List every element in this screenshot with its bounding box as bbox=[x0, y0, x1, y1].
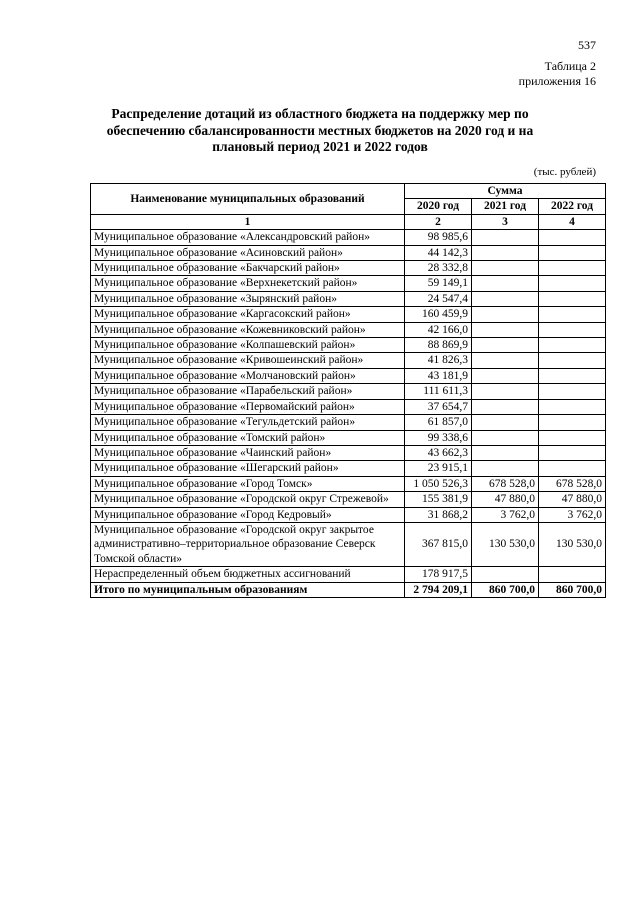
value-2022 bbox=[539, 430, 606, 445]
table-row bbox=[91, 399, 606, 414]
value-2021 bbox=[472, 353, 539, 368]
table-row bbox=[91, 353, 606, 368]
row-name: Муниципальное образование «Верхнекетский район» bbox=[91, 276, 405, 291]
value-2021 bbox=[472, 322, 539, 337]
table-row bbox=[91, 368, 606, 383]
row-name: Муниципальное образование «Городской округ закрытое административно–территориальное образование Северск Томской области» bbox=[91, 522, 405, 566]
value-2020: 111 611,3 bbox=[405, 384, 472, 399]
value-2021 bbox=[472, 276, 539, 291]
value-2020: 155 381,9 bbox=[405, 492, 472, 507]
value-2022 bbox=[539, 276, 606, 291]
value-2021 bbox=[472, 291, 539, 306]
value-2020: 59 149,1 bbox=[405, 276, 472, 291]
value-2021 bbox=[472, 461, 539, 476]
table-row bbox=[91, 384, 606, 399]
value-2022 bbox=[539, 399, 606, 414]
value-2020: 44 142,3 bbox=[405, 245, 472, 260]
value-2020: 41 826,3 bbox=[405, 353, 472, 368]
row-name: Муниципальное образование «Город Кедровый» bbox=[91, 507, 405, 522]
row-name: Муниципальное образование «Первомайский район» bbox=[91, 399, 405, 414]
document-title bbox=[60, 106, 580, 156]
value-2022 bbox=[539, 368, 606, 383]
value-2020: 37 654,7 bbox=[405, 399, 472, 414]
value-2022: 47 880,0 bbox=[539, 492, 606, 507]
row-name: Муниципальное образование «Кожевниковский район» bbox=[91, 322, 405, 337]
value-2021 bbox=[472, 399, 539, 414]
table-row bbox=[91, 445, 606, 460]
title-line3: плановый период 2021 и 2022 годов bbox=[212, 139, 428, 154]
column-number: 2 bbox=[405, 214, 472, 229]
row-name: Муниципальное образование «Городской округ Стрежевой» bbox=[91, 492, 405, 507]
value-2020: 43 181,9 bbox=[405, 368, 472, 383]
total-label: Итого по муниципальным образованиям bbox=[91, 582, 405, 597]
header-year-2022: 2022 год bbox=[539, 199, 606, 214]
title-line1: Распределение дотаций из областного бюджета на поддержку мер по bbox=[111, 106, 529, 121]
units-label: (тыс. рублей) bbox=[533, 166, 596, 178]
value-2020: 178 917,5 bbox=[405, 567, 472, 582]
row-name: Муниципальное образование «Шегарский район» bbox=[91, 461, 405, 476]
column-number-row bbox=[91, 214, 606, 229]
table-row bbox=[91, 461, 606, 476]
total-2021: 860 700,0 bbox=[472, 582, 539, 597]
value-2022 bbox=[539, 230, 606, 245]
row-name: Муниципальное образование «Колпашевский район» bbox=[91, 338, 405, 353]
value-2021 bbox=[472, 430, 539, 445]
value-2021: 678 528,0 bbox=[472, 476, 539, 491]
value-2022 bbox=[539, 307, 606, 322]
value-2020: 31 868,2 bbox=[405, 507, 472, 522]
table-ref-line2: приложения 16 bbox=[518, 74, 596, 88]
value-2022 bbox=[539, 338, 606, 353]
table-row bbox=[91, 322, 606, 337]
value-2022 bbox=[539, 461, 606, 476]
value-2022 bbox=[539, 261, 606, 276]
value-2020: 1 050 526,3 bbox=[405, 476, 472, 491]
table-ref-line1: Таблица 2 bbox=[544, 59, 596, 73]
table-reference bbox=[519, 59, 596, 89]
row-name: Муниципальное образование «Тегульдетский район» bbox=[91, 415, 405, 430]
value-2020: 160 459,9 bbox=[405, 307, 472, 322]
value-2020: 88 869,9 bbox=[405, 338, 472, 353]
value-2020: 43 662,3 bbox=[405, 445, 472, 460]
value-2021: 47 880,0 bbox=[472, 492, 539, 507]
value-2022 bbox=[539, 353, 606, 368]
value-2022: 3 762,0 bbox=[539, 507, 606, 522]
total-2020: 2 794 209,1 bbox=[405, 582, 472, 597]
budget-table bbox=[90, 183, 606, 598]
row-name: Муниципальное образование «Александровский район» bbox=[91, 230, 405, 245]
value-2021 bbox=[472, 245, 539, 260]
value-2022 bbox=[539, 291, 606, 306]
value-2022 bbox=[539, 245, 606, 260]
value-2020: 99 338,6 bbox=[405, 430, 472, 445]
value-2020: 28 332,8 bbox=[405, 261, 472, 276]
value-2022 bbox=[539, 567, 606, 582]
table-row bbox=[91, 261, 606, 276]
table-row bbox=[91, 291, 606, 306]
row-name: Муниципальное образование «Асиновский район» bbox=[91, 245, 405, 260]
table-row bbox=[91, 507, 606, 522]
total-2022: 860 700,0 bbox=[539, 582, 606, 597]
header-name: Наименование муниципальных образований bbox=[91, 184, 405, 215]
header-year-2020: 2020 год bbox=[405, 199, 472, 214]
table-row bbox=[91, 307, 606, 322]
value-2020: 367 815,0 bbox=[405, 522, 472, 566]
page-number: 537 bbox=[578, 38, 596, 52]
table-row bbox=[91, 522, 606, 566]
table-body bbox=[91, 230, 606, 598]
row-name: Муниципальное образование «Молчановский район» bbox=[91, 368, 405, 383]
table-row bbox=[91, 338, 606, 353]
value-2021: 130 530,0 bbox=[472, 522, 539, 566]
value-2021 bbox=[472, 384, 539, 399]
table-row bbox=[91, 415, 606, 430]
value-2021 bbox=[472, 368, 539, 383]
header-sum: Сумма bbox=[405, 184, 606, 199]
column-number: 1 bbox=[91, 214, 405, 229]
value-2022 bbox=[539, 445, 606, 460]
value-2022 bbox=[539, 322, 606, 337]
row-name: Муниципальное образование «Томский район» bbox=[91, 430, 405, 445]
table-row bbox=[91, 245, 606, 260]
value-2021 bbox=[472, 415, 539, 430]
table-row bbox=[91, 276, 606, 291]
header-year-2021: 2021 год bbox=[472, 199, 539, 214]
row-name: Муниципальное образование «Кривошеинский район» bbox=[91, 353, 405, 368]
table-row bbox=[91, 567, 606, 582]
value-2021 bbox=[472, 567, 539, 582]
value-2020: 24 547,4 bbox=[405, 291, 472, 306]
value-2022 bbox=[539, 384, 606, 399]
row-name: Муниципальное образование «Город Томск» bbox=[91, 476, 405, 491]
table-row bbox=[91, 492, 606, 507]
title-line2: обеспечению сбалансированности местных бюджетов на 2020 год и на bbox=[106, 122, 534, 138]
value-2021 bbox=[472, 307, 539, 322]
row-name: Муниципальное образование «Каргасокский район» bbox=[91, 307, 405, 322]
value-2020: 61 857,0 bbox=[405, 415, 472, 430]
row-name: Муниципальное образование «Бакчарский район» bbox=[91, 261, 405, 276]
column-number: 3 bbox=[472, 214, 539, 229]
value-2021 bbox=[472, 230, 539, 245]
row-name: Муниципальное образование «Парабельский район» bbox=[91, 384, 405, 399]
row-name: Нераспределенный объем бюджетных ассигнований bbox=[91, 567, 405, 582]
row-name: Муниципальное образование «Чаинский район» bbox=[91, 445, 405, 460]
value-2021: 3 762,0 bbox=[472, 507, 539, 522]
row-name: Муниципальное образование «Зырянский район» bbox=[91, 291, 405, 306]
table-row bbox=[91, 476, 606, 491]
table-row bbox=[91, 230, 606, 245]
value-2022: 678 528,0 bbox=[539, 476, 606, 491]
column-number: 4 bbox=[539, 214, 606, 229]
value-2022: 130 530,0 bbox=[539, 522, 606, 566]
total-row bbox=[91, 582, 606, 597]
value-2022 bbox=[539, 415, 606, 430]
value-2020: 98 985,6 bbox=[405, 230, 472, 245]
value-2021 bbox=[472, 445, 539, 460]
value-2021 bbox=[472, 338, 539, 353]
header-row bbox=[91, 184, 606, 199]
value-2020: 42 166,0 bbox=[405, 322, 472, 337]
table-row bbox=[91, 430, 606, 445]
value-2020: 23 915,1 bbox=[405, 461, 472, 476]
value-2021 bbox=[472, 261, 539, 276]
